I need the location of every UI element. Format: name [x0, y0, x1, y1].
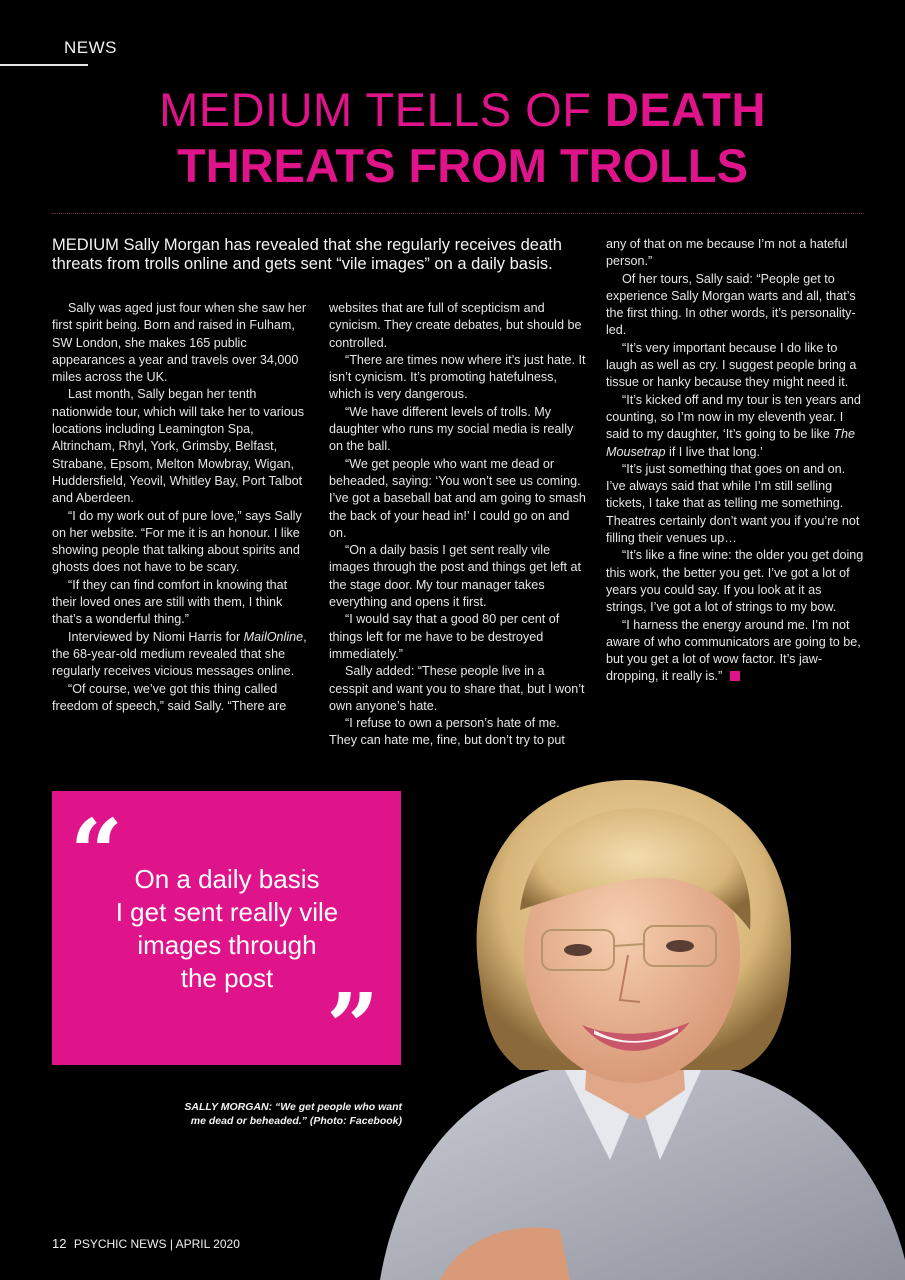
paragraph-text: “I harness the energy around me. I’m not aware of who communicators are going to be, but you get a lot of wow factor. It’s jaw-dropping, it really is.”: [606, 617, 861, 684]
headline-light-text: MEDIUM TELLS OF: [159, 83, 605, 136]
paragraph: “It’s just something that goes on and on. I’ve always said that while I’m still selling tickets, I take that as telling me something. Theatres certainly don’t want you if you’re not filling their venues up…: [606, 461, 860, 546]
paragraph: [606, 617, 864, 686]
pull-quote: [52, 791, 401, 1081]
headline-line-1: [40, 82, 885, 138]
paragraph: “There are times now where it’s just hate. It isn’t cynicism. It’s promoting hatefulness, which is very dangerous.: [329, 352, 586, 402]
sally-morgan-photo: [360, 740, 905, 1280]
paragraph: “We get people who want me dead or beheaded, saying: ‘You won’t see us coming. I’ve got a baseball bat and am going to smash the back of your head in!’ I could go on and on.: [329, 456, 586, 540]
page-footer: [52, 1236, 240, 1251]
paragraph: Sally added: “These people live in a cesspit and want you to share that, but I won’t own anyone’s hate.: [329, 664, 585, 713]
paragraph: “It’s kicked off and my tour is ten years and counting, so I’m now in my eleventh year. I said to my daughter, ‘It’s going to be like The Mousetrap if I live that long.’: [606, 392, 861, 459]
open-quote-icon: “: [70, 799, 123, 907]
paragraph: Interviewed by Niomi Harris for MailOnline, the 68-year-old medium revealed that she regularly receives vicious messages online.: [52, 629, 307, 679]
paragraph: Of her tours, Sally said: “People get to experience Sally Morgan warts and all, that’s the first thing. In other words, it’s personality-led.: [606, 271, 856, 338]
section-rule: [0, 64, 88, 66]
photo-caption: [140, 1100, 402, 1128]
paragraph: “I would say that a good 80 per cent of things left for me have to be destroyed immediately.”: [329, 612, 560, 661]
paragraph: “It’s very important because I do like to laugh as well as cry. I suggest people bring a tissue or hanky because they might need it.: [606, 340, 857, 390]
paragraph: websites that are full of scepticism and cynicism. They create debates, but should be controlled.: [329, 301, 582, 350]
page-number: 12: [52, 1236, 67, 1251]
pull-quote-line: I get sent really vile: [115, 897, 339, 927]
paragraph: “We have different levels of trolls. My daughter who runs my social media is really on the ball.: [329, 404, 574, 454]
end-mark-icon: [730, 671, 740, 681]
footer-text: PSYCHIC NEWS | APRIL 2020: [73, 1237, 240, 1251]
headline-line-2: THREATS FROM TROLLS: [177, 139, 748, 192]
portrait-illustration: [360, 740, 905, 1280]
close-quote-icon: ”: [326, 973, 379, 1081]
article-column-3: [606, 236, 864, 686]
paragraph: “I do my work out of pure love,” says Sally on her website. “For me it is an honour. I like showing people that talking about spirits and ghosts does not have to be scary.: [52, 508, 302, 575]
article-column-2: [329, 300, 587, 750]
paragraph: Sally was aged just four when she saw her first spirit being. Born and raised in Fulham, SW London, she makes 165 public appearances a year and travels over 34,000 miles across the UK.: [52, 301, 307, 385]
headline-bold-text: DEATH: [604, 83, 766, 136]
headline-divider: [52, 213, 864, 214]
paragraph: “If they can find comfort in knowing that their loved ones are still with them, I think that’s a wonderful thing.”: [52, 577, 288, 627]
pull-quote-line: the post: [180, 963, 274, 993]
paragraph: any of that on me because I’m not a hateful person.”: [606, 237, 848, 269]
section-label: NEWS: [64, 38, 117, 57]
article-column-1: [52, 300, 310, 715]
caption-line: me dead or beheaded.” (Photo: Facebook): [190, 1115, 402, 1127]
paragraph: “Of course, we’ve got this thing called freedom of speech,” said Sally. “There are: [52, 681, 287, 713]
caption-line: SALLY MORGAN: “We get people who want: [184, 1101, 402, 1113]
paragraph: “It’s like a fine wine: the older you get doing this work, the better you get. I’ve got a lot of years you could say. If you look at it as strings, I’ve got a lot of strings to my bow.: [606, 548, 864, 615]
paragraph: “I refuse to own a person’s hate of me. They can hate me, fine, but don’t try to put: [329, 716, 565, 748]
pull-quote-line: images through: [137, 930, 317, 960]
standfirst: MEDIUM Sally Morgan has revealed that she regularly receives death threats from trolls online and gets sent “vile images” on a daily basis.: [52, 236, 562, 273]
paragraph: “On a daily basis I get sent really vile images through the post and things get left at the stage door. My tour manager takes everything and opens it first.: [329, 543, 582, 610]
headline: [40, 82, 885, 194]
pull-quote-line: On a daily basis: [134, 864, 320, 894]
paragraph: Last month, Sally began her tenth nationwide tour, which will take her to various locations including Leamington Spa, Altrincham, Rhyl, York, Grimsby, Belfast, Strabane, Epsom, Melton Mowbray, Wigan, Huddersfield, Yeovil, Whitley Bay, Port Talbot and Aberdeen.: [52, 387, 305, 506]
